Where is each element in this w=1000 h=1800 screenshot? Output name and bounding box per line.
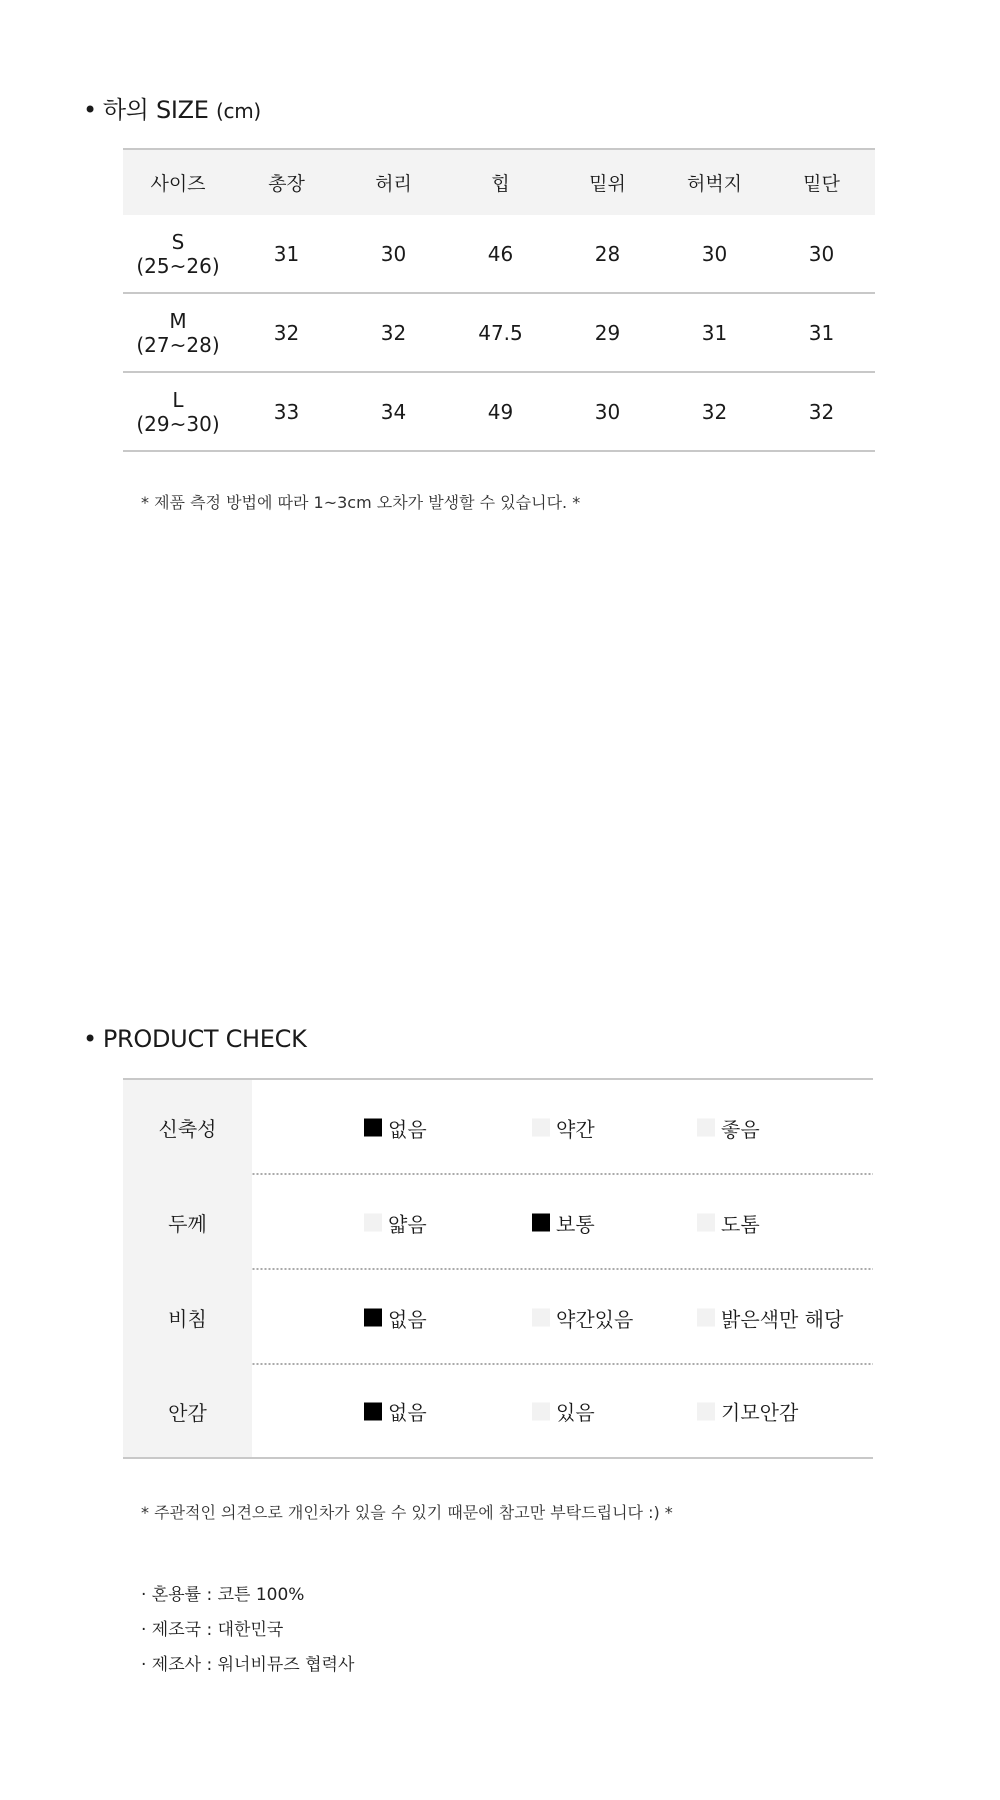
header-rise: 밑위 [554,149,661,215]
check-row-sheerness [123,1270,873,1365]
check-option [364,1303,427,1332]
check-box [532,1402,550,1420]
header-hip: 힙 [447,149,554,215]
table-cell: 31 [233,215,340,293]
option-label: 약간 [556,1117,595,1141]
size-code: M [169,308,187,333]
table-cell: 32 [768,372,875,451]
check-box [532,1214,550,1232]
option-label: 좋음 [721,1117,760,1141]
check-row-lining [123,1365,873,1458]
check-option [532,1208,595,1237]
check-row-stretch [123,1079,873,1175]
option-label: 얇음 [388,1212,427,1236]
size-code: S [171,229,185,254]
table-cell: 32 [340,293,447,372]
table-cell: 30 [554,372,661,451]
size-code: L [172,387,184,412]
check-option [697,1303,843,1332]
check-box [697,1309,715,1327]
header-size: 사이즈 [123,149,233,215]
check-box [364,1119,382,1137]
check-box [364,1214,382,1232]
table-cell: 28 [554,215,661,293]
size-section-title [83,90,261,125]
table-cell: 32 [233,293,340,372]
info-material: · 혼용률 : 코튼 100% [141,1585,305,1605]
table-cell: 33 [233,372,340,451]
option-label: 없음 [388,1400,427,1425]
table-cell: 31 [661,293,768,372]
check-row-thickness [123,1175,873,1270]
check-box [364,1402,382,1420]
size-label-cell [123,372,233,451]
header-waist: 허리 [340,149,447,215]
option-label: 있음 [556,1400,595,1425]
table-cell: 47.5 [447,293,554,372]
size-range: (27~28) [136,332,220,357]
product-check-table [123,1078,873,1459]
option-label: 기모안감 [721,1400,799,1425]
size-range: (29~30) [136,411,220,436]
table-row [123,372,875,451]
table-cell: 46 [447,215,554,293]
size-unit: (cm) [216,99,261,123]
option-label: 없음 [388,1117,427,1141]
table-cell: 30 [768,215,875,293]
table-cell: 31 [768,293,875,372]
check-row-label: 두께 [123,1175,252,1270]
info-manufacturer: · 제조사 : 워너비뮤즈 협력사 [141,1655,355,1675]
size-table-header-row [123,149,875,215]
table-cell: 49 [447,372,554,451]
option-label: 약간있음 [556,1307,634,1331]
header-thigh: 허벅지 [661,149,768,215]
title-bullet: • [83,1025,97,1053]
header-length: 총장 [233,149,340,215]
table-row [123,293,875,372]
check-row-label: 비침 [123,1270,252,1365]
check-option [364,1113,427,1142]
check-option [697,1208,760,1237]
size-range: (25~26) [136,253,220,278]
check-row-label: 안감 [123,1365,252,1458]
info-origin: · 제조국 : 대한민국 [141,1620,284,1640]
check-option [697,1397,798,1426]
check-options [252,1270,873,1365]
table-cell: 30 [661,215,768,293]
size-label-cell [123,215,233,293]
table-cell: 34 [340,372,447,451]
size-table [123,148,875,452]
option-label: 밝은색만 해당 [721,1307,844,1331]
size-title-text: 하의 SIZE [102,96,209,124]
check-section-title [83,1025,307,1053]
check-option [532,1303,633,1332]
check-option [364,1208,427,1237]
check-option [532,1397,595,1426]
table-cell: 30 [340,215,447,293]
header-hem: 밑단 [768,149,875,215]
check-options [252,1365,873,1458]
size-label-cell [123,293,233,372]
check-title-text: PRODUCT CHECK [102,1025,307,1053]
check-note: * 주관적인 의견으로 개인차가 있을 수 있기 때문에 참고만 부탁드립니다 :) * [141,1503,673,1522]
check-box [364,1309,382,1327]
table-cell: 29 [554,293,661,372]
table-cell: 32 [661,372,768,451]
size-note: * 제품 측정 방법에 따라 1~3cm 오차가 발생할 수 있습니다. * [141,493,581,512]
check-box [697,1119,715,1137]
title-bullet: • [83,96,97,124]
check-option [697,1113,760,1142]
option-label: 보통 [556,1212,595,1236]
check-box [697,1402,715,1420]
check-option [364,1397,427,1426]
check-option [532,1113,595,1142]
check-box [532,1309,550,1327]
option-label: 도톰 [721,1212,760,1236]
check-options [252,1175,873,1270]
check-box [532,1119,550,1137]
table-row [123,215,875,293]
check-box [697,1214,715,1232]
option-label: 없음 [388,1307,427,1331]
check-row-label: 신축성 [123,1079,252,1175]
check-options [252,1079,873,1175]
